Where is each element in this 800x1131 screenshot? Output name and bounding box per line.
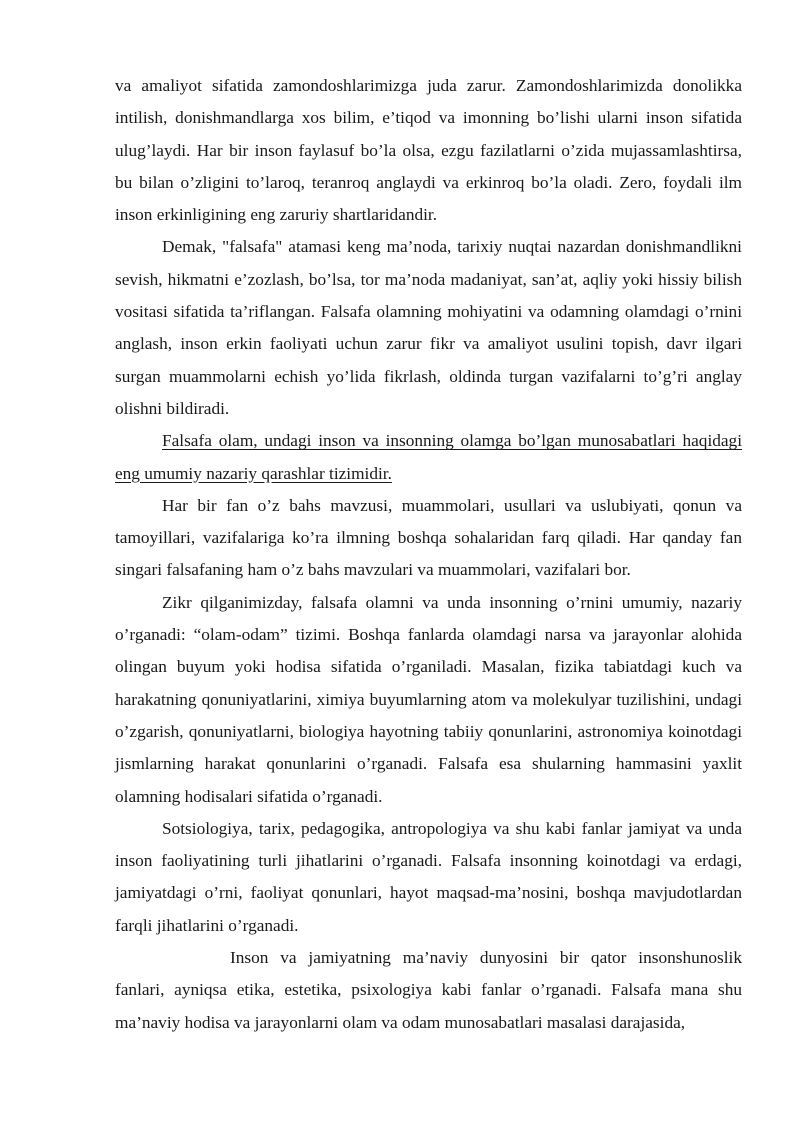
paragraph-continuation: va amaliyot sifatida zamondoshlarimizga juda zarur. Zamondoshlarimizda donolikka intilish, donishmandlarga xos bilim, e’tiqod va imonning bo’lishi ularni inson sifatida ulug’laydi. Har bir inson faylasuf bo’la olsa, ezgu fazilatlarni o’zida mujassamlashtirsa, bu bilan o’zligini to’laroq, teranroq anglaydi va erkinroq bo’la oladi. Zero, foydali ilm inson erkinligining eng zaruriy shartlaridandir. — [115, 76, 742, 225]
document-page — [115, 70, 742, 1039]
paragraph-social-sciences: Sotsiologiya, tarix, pedagogika, antropologiya va shu kabi fanlar jamiyat va unda inson faoliyatining turli jihatlarini o’rganadi. Falsafa insonning koinotdagi va erdagi, jamiyatdagi o’rni, faoliyat qonunlari, hayot maqsad-ma’nosini, boshqa mavjudotlardan farqli jihatlarini o’rganadi. — [115, 818, 742, 935]
paragraph-spiritual-world: Inson va jamiyatning ma’naviy dunyosini bir qator insonshunoslik fanlari, ayniqsa etika, estetika, psixologiya kabi fanlar o’rganadi. Falsafa mana shu ma’naviy hodisa va jarayonlarni olam va odam munosabatlari masalasi darajasida, — [115, 948, 742, 1032]
paragraph-key-definition: Falsafa olam, undagi inson va insonning olamga bo’lgan munosabatlari haqidagi eng umumiy nazariy qarashlar tizimidir. — [115, 431, 742, 483]
paragraph-subject-matter: Har bir fan o’z bahs mavzusi, muammolari, usullari va uslubiyati, qonun va tamoyillari, vazifalariga ko’ra ilmning boshqa sohalaridan farq qiladi. Har qanday fan singari falsafaning ham o’z bahs mavzulari va muammolari, vazifalari bor. — [115, 495, 742, 580]
paragraph-world-human-system: Zikr qilganimizday, falsafa olamni va unda insonning o’rnini umumiy, nazariy o’rganadi: “olam-odam” tizimi. Boshqa fanlarda olamdagi narsa va jarayonlar alohida olingan buyum yoki hodisa sifatida o’rganiladi. Masalan, fizika tabiatdagi kuch va harakatning qonuniyatlarini, ximiya buyumlarning atom va molekulyar tuzilishini, undagi o’zgarish, qonuniyatlarni, biologiya hayotning tabiiy qonunlarini, astronomiya koinotdagi jismlarning harakat qonunlarini o’rganadi. Falsafa esa shularning hammasini yaxlit olamning hodisalari sifatida o’rganadi. — [115, 592, 742, 806]
paragraph-falsafa-definition: Demak, "falsafa" atamasi keng ma’noda, tarixiy nuqtai nazardan donishmandlikni sevish, hikmatni e’zozlash, bo’lsa, tor ma’noda madaniyat, san’at, aqliy yoki hissiy bilish vositasi sifatida ta’riflangan. Falsafa olamning mohiyatini va odamning olamdagi o’rnini anglash, inson erkin faoliyati uchun zarur fikr va amaliyot usulini topish, davr ilgari surgan muammolarni echish yo’lida fikrlash, oldinda turgan vazifalarni to’g’ri anglay olishni bildiradi. — [115, 237, 742, 418]
